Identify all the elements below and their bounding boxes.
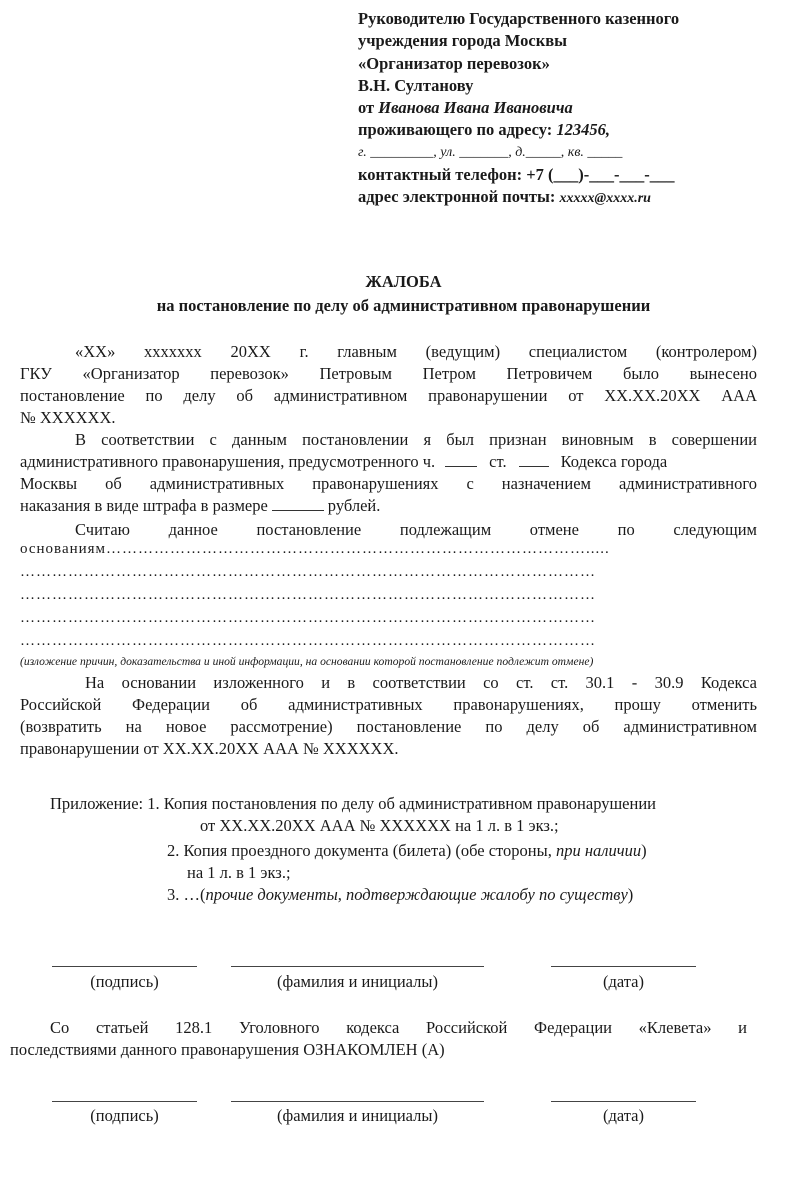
dotted-line: ……………………………………………………………………………………………… <box>20 633 596 649</box>
document-subtitle: на постановление по делу об административном правонарушении <box>156 296 651 315</box>
sender-name: Иванова Ивана Ивановича <box>378 98 573 118</box>
phone-line: контактный телефон: +7 (___)-___-___-___ <box>358 165 675 185</box>
document-title: ЖАЛОБА <box>365 272 442 291</box>
address-label: проживающего по адресу: <box>358 120 557 140</box>
fine-amount-blank <box>272 496 324 511</box>
body-line-fine <box>20 495 757 517</box>
attachment-2-text: 2. Копия проездного документа (билета) (обе стороны, <box>167 841 556 860</box>
body-line: постановление по делу об административном правонарушении от ХХ.ХХ.20ХХ ААА <box>20 386 757 405</box>
email-value: xxxxx@xxxx.ru <box>559 191 651 207</box>
address-line <box>358 119 798 141</box>
addressee-line: «Организатор перевозок» <box>358 53 550 73</box>
name-label: (фамилия и инициалы) <box>277 972 438 991</box>
body-line-article <box>20 451 757 473</box>
addressee-block <box>358 8 798 211</box>
attachment-3-end: ) <box>627 885 634 904</box>
attachment-2 <box>167 841 647 861</box>
article-text: административного правонарушения, предусмотренного ч. <box>20 452 436 471</box>
address-details: г. _________, ул. _______, д._____, кв. _____ <box>358 144 623 160</box>
body-line: На основании изложенного и в соответствии со ст. ст. 30.1 - 30.9 Кодекса <box>85 673 757 692</box>
name-rule <box>231 1101 484 1102</box>
date-label: (дата) <box>602 972 645 991</box>
dotted-line: ……………………………………………………………………………………………… <box>20 564 596 580</box>
date-rule <box>551 966 696 967</box>
date-label: (дата) <box>602 1106 645 1125</box>
body-line: Российской Федерации об административных правонарушениях, прошу отменить <box>20 695 757 714</box>
addressee-name: В.Н. Султанову <box>358 75 474 95</box>
sender-line <box>358 97 798 119</box>
acknowledge-line: последствиями данного правонарушения ОЗНАКОМЛЕН (А) <box>10 1040 445 1059</box>
attachment-2-end: ) <box>641 841 647 860</box>
attachment-3-text: 3. …( <box>167 885 206 904</box>
address-value: 123456, <box>556 120 611 140</box>
sender-label: от <box>358 98 379 118</box>
attachment-1-continued: от ХХ.ХХ.20ХХ ААА № ХХХХХХ на 1 л. в 1 экз.; <box>200 816 559 835</box>
date-rule <box>551 1101 696 1102</box>
body-line: В соответствии с данным постановлении я был признан виновным в совершении <box>75 430 757 449</box>
attachment-3-italic: прочие документы, подтверждающие жалобу по существу <box>205 885 628 904</box>
signature-label: (подпись) <box>90 1106 159 1125</box>
article-label: ст. <box>489 452 507 471</box>
email-label: адрес электронной почты: <box>358 187 560 207</box>
attachment-3 <box>167 885 633 905</box>
addressee-line: Руководителю Государственного казенного <box>358 9 680 28</box>
signature-rule <box>52 966 197 967</box>
email-line <box>358 186 798 210</box>
code-label: Кодекса города <box>560 452 668 471</box>
grounds-line: основаниям………………………………………………………………………………..... <box>20 541 610 557</box>
attachment-2-italic: при наличии <box>555 841 642 860</box>
signature-rule <box>52 1101 197 1102</box>
fine-text: наказания в виде штрафа в размере <box>20 496 268 515</box>
addressee-line: учреждения города Москвы <box>358 31 567 51</box>
grounds-note: (изложение причин, доказательства и иной информации, на основании которой постановление подлежит отмене) <box>20 655 594 668</box>
body-line: (возвратить на новое рассмотрение) постановление по делу об административном <box>20 717 757 736</box>
signature-label: (подпись) <box>90 972 159 991</box>
body-line: Москвы об административных правонарушениях с назначением административного <box>20 474 757 493</box>
attachment-2-continued: на 1 л. в 1 экз.; <box>187 863 291 882</box>
article-blank <box>519 452 549 467</box>
acknowledge-line: Со статьей 128.1 Уголовного кодекса Российской Федерации «Клевета» и <box>50 1018 747 1037</box>
dotted-line: ……………………………………………………………………………………………… <box>20 610 596 626</box>
dotted-line: ……………………………………………………………………………………………… <box>20 587 596 603</box>
attachment-1: Приложение: 1. Копия постановления по делу об административном правонарушении <box>50 794 656 813</box>
body-line: Считаю данное постановление подлежащим отмене по следующим <box>75 520 757 539</box>
part-blank <box>445 452 477 467</box>
body-line: «ХХ» ххххххх 20ХХ г. главным (ведущим) специалистом (контролером) <box>75 342 757 361</box>
body-line: правонарушении от ХХ.ХХ.20ХХ ААА № ХХХХХХ. <box>20 739 399 758</box>
body-line: ГКУ «Организатор перевозок» Петровым Петром Петровичем было вынесено <box>20 364 757 383</box>
fine-currency: рублей. <box>327 496 381 515</box>
name-label: (фамилия и инициалы) <box>277 1106 438 1125</box>
name-rule <box>231 966 484 967</box>
body-line: № ХХХХХХ. <box>20 408 116 427</box>
